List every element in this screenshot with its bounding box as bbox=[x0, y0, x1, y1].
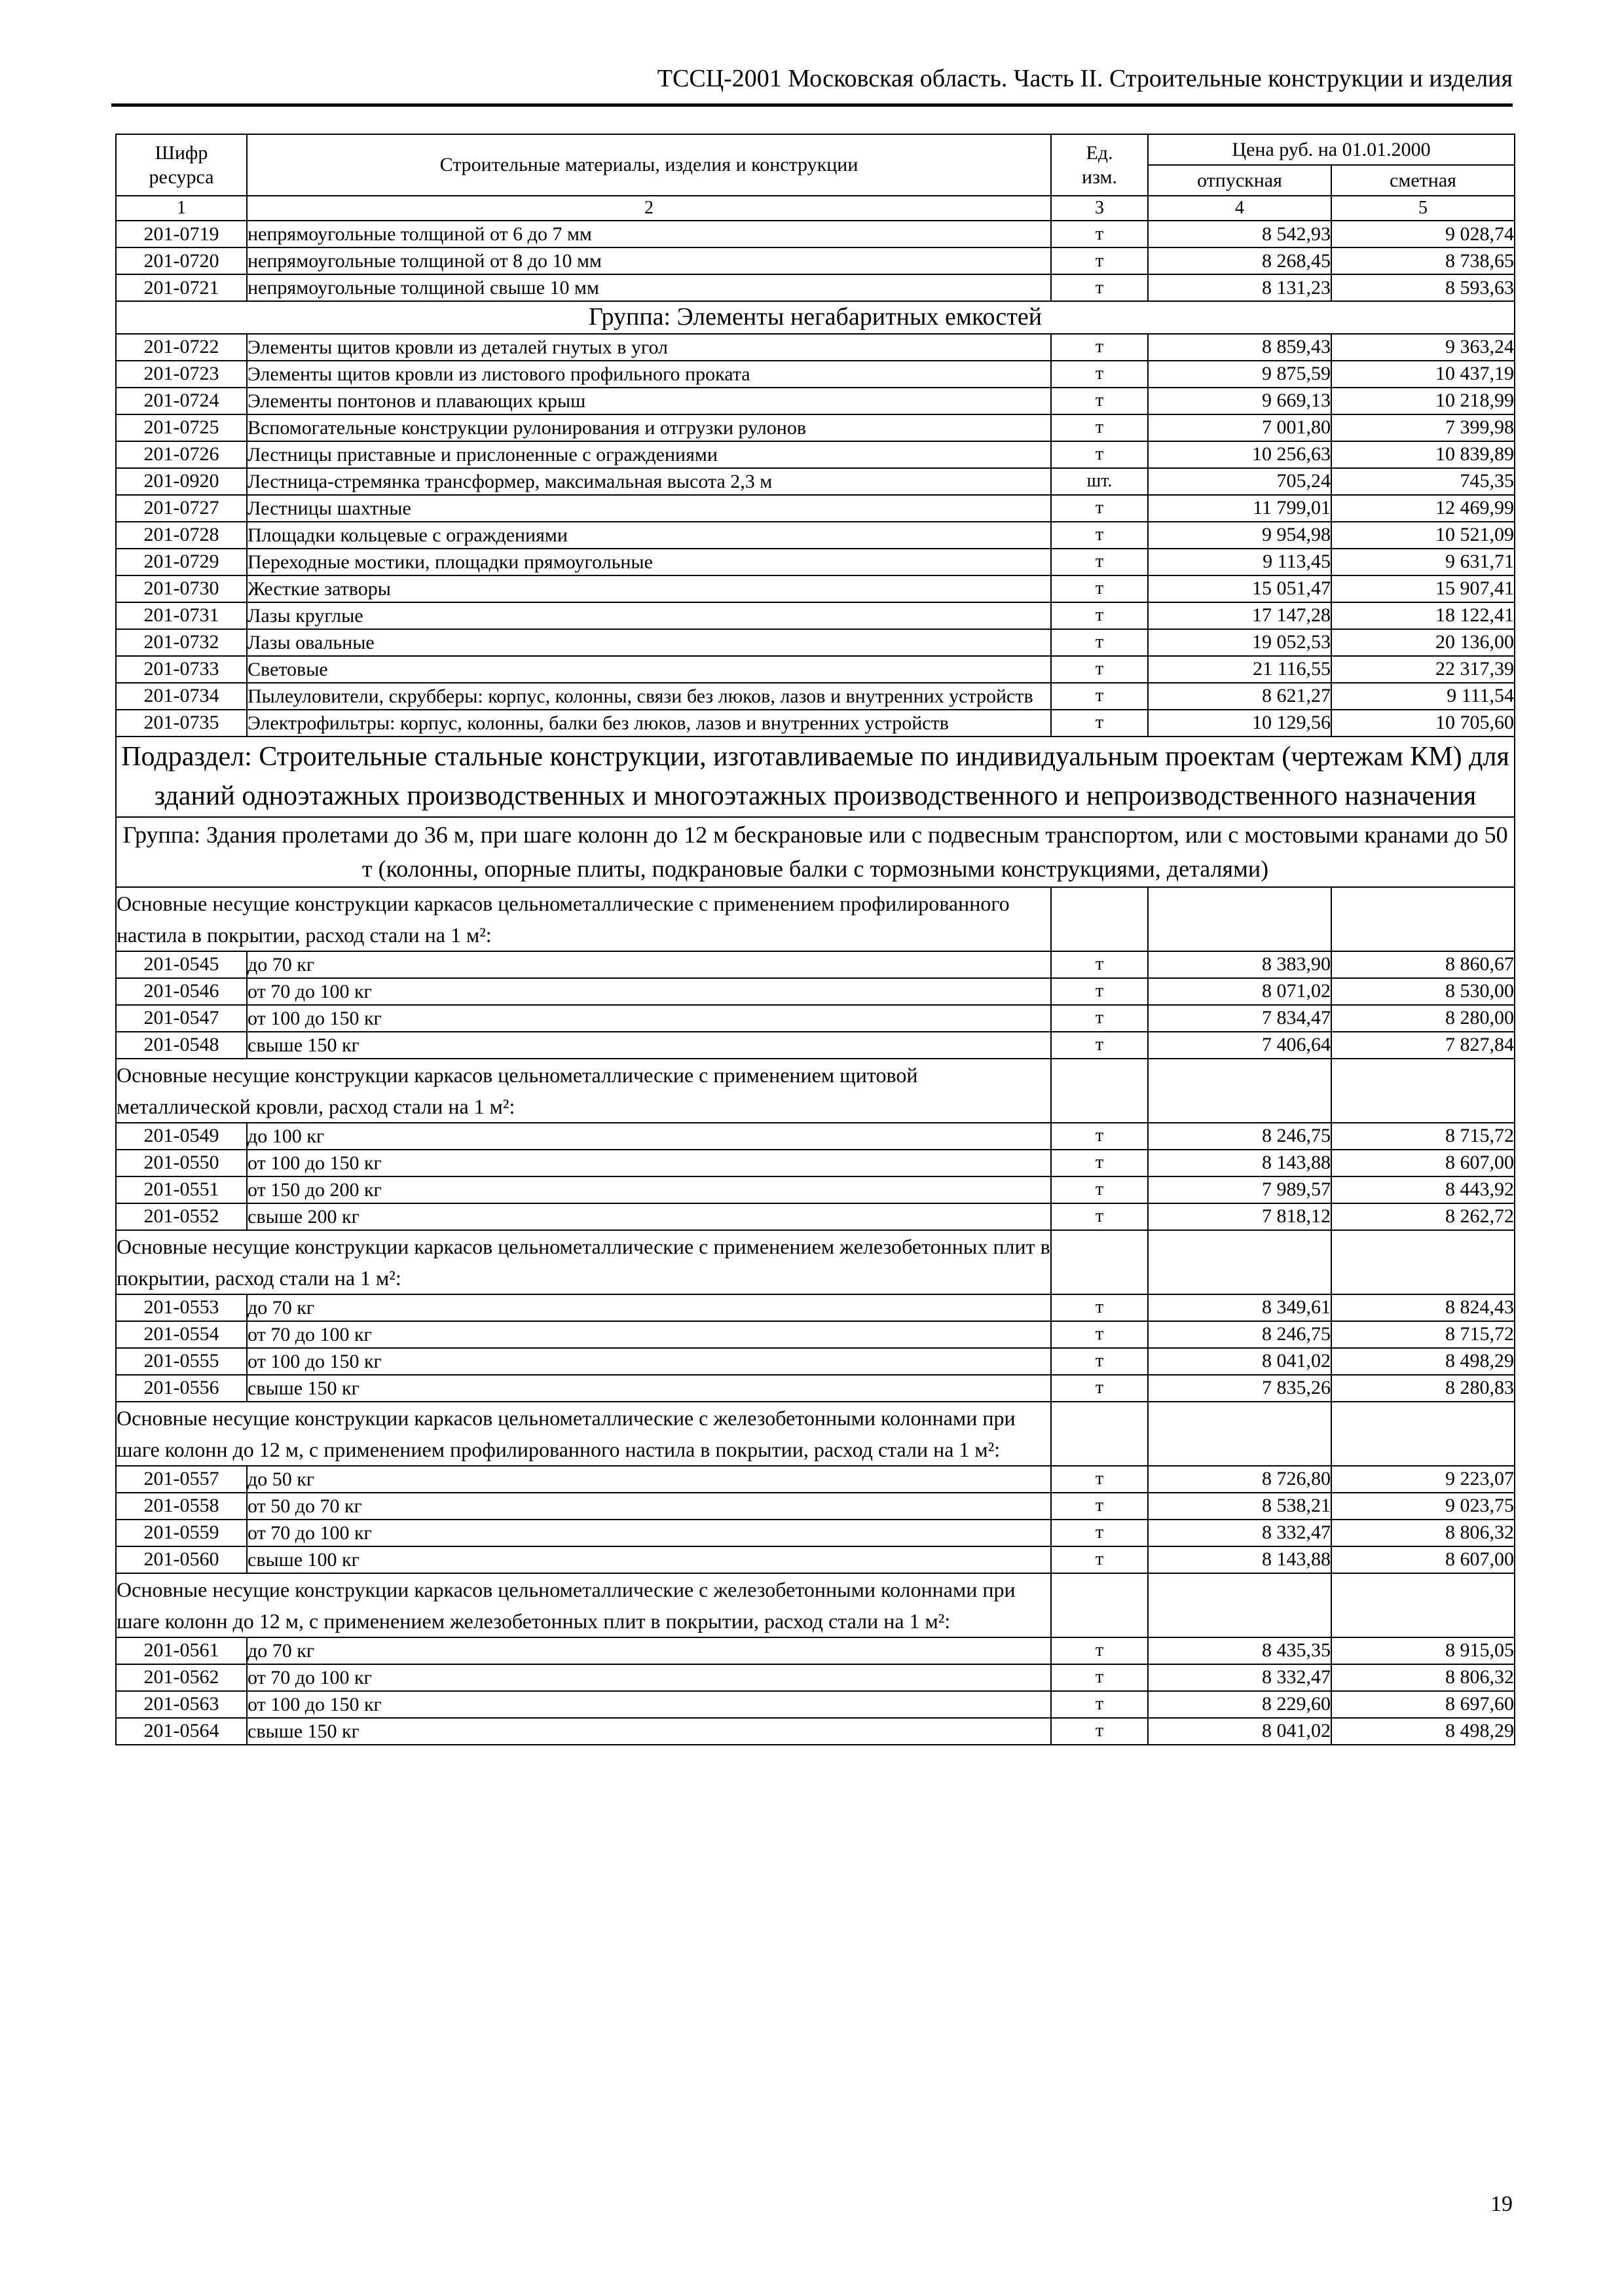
row-resource-code: 201-0728 bbox=[116, 522, 247, 549]
row-price-estimate: 12 469,99 bbox=[1331, 495, 1515, 522]
row-resource-code: 201-0730 bbox=[116, 575, 247, 602]
row-material-name: от 100 до 150 кг bbox=[247, 1005, 1051, 1032]
row-price-estimate: 8 697,60 bbox=[1331, 1691, 1515, 1718]
row-price-sale: 8 131,23 bbox=[1148, 274, 1331, 301]
row-resource-code: 201-0561 bbox=[116, 1637, 247, 1664]
table-row bbox=[116, 1294, 1515, 1321]
row-material-name: Элементы понтонов и плавающих крыш bbox=[247, 388, 1051, 414]
table-row bbox=[116, 629, 1515, 656]
row-unit: т bbox=[1051, 951, 1148, 978]
empty-cell bbox=[1331, 1230, 1515, 1294]
table-row bbox=[116, 1123, 1515, 1150]
row-price-estimate: 8 824,43 bbox=[1331, 1294, 1515, 1321]
row-material-name: от 70 до 100 кг bbox=[247, 1520, 1051, 1546]
row-unit: т bbox=[1051, 274, 1148, 301]
table-row bbox=[116, 575, 1515, 602]
table-row bbox=[116, 978, 1515, 1005]
row-price-estimate: 8 715,72 bbox=[1331, 1123, 1515, 1150]
row-resource-code: 201-0729 bbox=[116, 549, 247, 575]
row-unit: т bbox=[1051, 1032, 1148, 1059]
row-material-name: до 50 кг bbox=[247, 1466, 1051, 1493]
table-row bbox=[116, 1005, 1515, 1032]
table-row bbox=[116, 1176, 1515, 1203]
row-unit: т bbox=[1051, 683, 1148, 710]
row-material-name: свыше 150 кг bbox=[247, 1718, 1051, 1745]
row-unit: т bbox=[1051, 1005, 1148, 1032]
empty-cell bbox=[1051, 1230, 1148, 1294]
row-price-sale: 8 246,75 bbox=[1148, 1321, 1331, 1348]
row-price-sale: 8 621,27 bbox=[1148, 683, 1331, 710]
row-resource-code: 201-0734 bbox=[116, 683, 247, 710]
column-number-2: 2 bbox=[247, 196, 1051, 221]
row-unit: т bbox=[1051, 1691, 1148, 1718]
row-resource-code: 201-0551 bbox=[116, 1176, 247, 1203]
table-row bbox=[116, 1520, 1515, 1546]
column-header-code-line2: ресурса bbox=[149, 166, 214, 188]
table-row bbox=[116, 549, 1515, 575]
row-price-sale: 8 143,88 bbox=[1148, 1546, 1331, 1573]
row-price-sale: 8 726,80 bbox=[1148, 1466, 1331, 1493]
row-price-sale: 8 246,75 bbox=[1148, 1123, 1331, 1150]
row-unit: т bbox=[1051, 522, 1148, 549]
row-unit: т bbox=[1051, 414, 1148, 441]
row-price-estimate: 8 280,83 bbox=[1331, 1375, 1515, 1402]
row-unit: т bbox=[1051, 1176, 1148, 1203]
column-header-unit-line2: изм. bbox=[1082, 166, 1117, 188]
row-price-sale: 15 051,47 bbox=[1148, 575, 1331, 602]
header-rule bbox=[111, 103, 1513, 107]
table-row bbox=[116, 1664, 1515, 1691]
row-material-name: свыше 100 кг bbox=[247, 1546, 1051, 1573]
row-resource-code: 201-0724 bbox=[116, 388, 247, 414]
row-price-estimate: 9 363,24 bbox=[1331, 334, 1515, 361]
column-header-price-estimate: сметная bbox=[1331, 165, 1515, 196]
row-price-estimate: 8 738,65 bbox=[1331, 247, 1515, 274]
row-price-estimate: 9 223,07 bbox=[1331, 1466, 1515, 1493]
row-resource-code: 201-0732 bbox=[116, 629, 247, 656]
row-price-estimate: 20 136,00 bbox=[1331, 629, 1515, 656]
row-resource-code: 201-0562 bbox=[116, 1664, 247, 1691]
row-material-name: до 70 кг bbox=[247, 1637, 1051, 1664]
row-price-sale: 8 332,47 bbox=[1148, 1520, 1331, 1546]
group-heading: Группа: Здания пролетами до 36 м, при шаге колонн до 12 м бескрановые или с подвесным транспортом, или с мостовыми кранами до 50 т (колонны, опорные плиты, подкрановые балки с тормозными конструкциями, деталями) bbox=[116, 817, 1515, 886]
empty-cell bbox=[1148, 1573, 1331, 1637]
row-price-estimate: 10 521,09 bbox=[1331, 522, 1515, 549]
row-material-name: Электрофильтры: корпус, колонны, балки без люков, лазов и внутренних устройств bbox=[247, 710, 1051, 737]
table-row bbox=[116, 522, 1515, 549]
row-unit: т bbox=[1051, 1348, 1148, 1375]
row-price-sale: 11 799,01 bbox=[1148, 495, 1331, 522]
empty-cell bbox=[1051, 887, 1148, 951]
empty-cell bbox=[1051, 1402, 1148, 1466]
row-material-name: до 70 кг bbox=[247, 951, 1051, 978]
table-header-row bbox=[116, 134, 1515, 165]
row-price-sale: 8 229,60 bbox=[1148, 1691, 1331, 1718]
row-unit: т bbox=[1051, 1664, 1148, 1691]
row-price-estimate: 18 122,41 bbox=[1331, 602, 1515, 629]
row-resource-code: 201-0546 bbox=[116, 978, 247, 1005]
description-heading: Основные несущие конструкции каркасов цельнометаллические с применением щитовой металлической кровли, расход стали на 1 м²: bbox=[116, 1059, 1051, 1123]
row-price-sale: 10 256,63 bbox=[1148, 441, 1331, 468]
row-resource-code: 201-0563 bbox=[116, 1691, 247, 1718]
row-material-name: от 150 до 200 кг bbox=[247, 1176, 1051, 1203]
row-price-sale: 8 542,93 bbox=[1148, 221, 1331, 247]
subsection-heading: Подраздел: Строительные стальные конструкции, изготавливаемые по индивидуальным проектам (чертежам КМ) для зданий одноэтажных производственных и многоэтажных производственного и непроизводственного назначения bbox=[116, 737, 1515, 818]
table-row bbox=[116, 710, 1515, 737]
row-resource-code: 201-0556 bbox=[116, 1375, 247, 1402]
row-price-sale: 9 669,13 bbox=[1148, 388, 1331, 414]
row-price-estimate: 8 806,32 bbox=[1331, 1664, 1515, 1691]
column-number-row bbox=[116, 196, 1515, 221]
row-unit: т bbox=[1051, 334, 1148, 361]
description-heading-row bbox=[116, 1402, 1515, 1466]
row-price-sale: 7 989,57 bbox=[1148, 1176, 1331, 1203]
price-table-wrapper bbox=[115, 134, 1514, 1745]
row-unit: т bbox=[1051, 1546, 1148, 1573]
column-number-3: 3 bbox=[1051, 196, 1148, 221]
row-material-name: Лестница-стремянка трансформер, максимальная высота 2,3 м bbox=[247, 468, 1051, 495]
row-resource-code: 201-0726 bbox=[116, 441, 247, 468]
table-row bbox=[116, 1032, 1515, 1059]
row-price-sale: 17 147,28 bbox=[1148, 602, 1331, 629]
row-unit: т bbox=[1051, 1321, 1148, 1348]
row-price-estimate: 8 530,00 bbox=[1331, 978, 1515, 1005]
row-unit: т bbox=[1051, 1493, 1148, 1520]
table-row bbox=[116, 1493, 1515, 1520]
table-row bbox=[116, 1348, 1515, 1375]
row-resource-code: 201-0720 bbox=[116, 247, 247, 274]
column-header-name: Строительные материалы, изделия и конструкции bbox=[247, 134, 1051, 196]
row-material-name: Жесткие затворы bbox=[247, 575, 1051, 602]
row-price-sale: 8 349,61 bbox=[1148, 1294, 1331, 1321]
column-number-1: 1 bbox=[116, 196, 247, 221]
row-price-estimate: 8 860,67 bbox=[1331, 951, 1515, 978]
description-heading-row bbox=[116, 1230, 1515, 1294]
row-material-name: Элементы щитов кровли из деталей гнутых в угол bbox=[247, 334, 1051, 361]
row-resource-code: 201-0722 bbox=[116, 334, 247, 361]
row-resource-code: 201-0549 bbox=[116, 1123, 247, 1150]
row-price-estimate: 15 907,41 bbox=[1331, 575, 1515, 602]
row-material-name: от 100 до 150 кг bbox=[247, 1691, 1051, 1718]
row-material-name: свыше 150 кг bbox=[247, 1032, 1051, 1059]
row-resource-code: 201-0733 bbox=[116, 656, 247, 683]
row-price-estimate: 7 827,84 bbox=[1331, 1032, 1515, 1059]
row-unit: т bbox=[1051, 1637, 1148, 1664]
group-heading-row bbox=[116, 301, 1515, 334]
row-price-sale: 705,24 bbox=[1148, 468, 1331, 495]
row-unit: т bbox=[1051, 1520, 1148, 1546]
row-resource-code: 201-0560 bbox=[116, 1546, 247, 1573]
empty-cell bbox=[1148, 887, 1331, 951]
table-row bbox=[116, 951, 1515, 978]
row-material-name: свыше 200 кг bbox=[247, 1203, 1051, 1230]
row-price-sale: 8 268,45 bbox=[1148, 247, 1331, 274]
row-unit: т bbox=[1051, 1294, 1148, 1321]
row-material-name: от 70 до 100 кг bbox=[247, 1664, 1051, 1691]
table-row bbox=[116, 1466, 1515, 1493]
row-price-sale: 7 001,80 bbox=[1148, 414, 1331, 441]
row-price-estimate: 10 218,99 bbox=[1331, 388, 1515, 414]
row-material-name: непрямоугольные толщиной от 6 до 7 мм bbox=[247, 221, 1051, 247]
row-unit: т bbox=[1051, 549, 1148, 575]
empty-cell bbox=[1331, 1573, 1515, 1637]
empty-cell bbox=[1331, 1059, 1515, 1123]
row-resource-code: 201-0557 bbox=[116, 1466, 247, 1493]
row-price-estimate: 7 399,98 bbox=[1331, 414, 1515, 441]
row-resource-code: 201-0920 bbox=[116, 468, 247, 495]
table-row bbox=[116, 1375, 1515, 1402]
row-price-estimate: 9 111,54 bbox=[1331, 683, 1515, 710]
description-heading-row bbox=[116, 1059, 1515, 1123]
description-heading: Основные несущие конструкции каркасов цельнометаллические с железобетонными колоннами при шаге колонн до 12 м, с применением профилированного настила в покрытии, расход стали на 1 м²: bbox=[116, 1402, 1051, 1466]
empty-cell bbox=[1051, 1059, 1148, 1123]
row-material-name: Переходные мостики, площадки прямоугольные bbox=[247, 549, 1051, 575]
row-price-estimate: 8 262,72 bbox=[1331, 1203, 1515, 1230]
column-header-price-sale: отпускная bbox=[1148, 165, 1331, 196]
row-price-estimate: 745,35 bbox=[1331, 468, 1515, 495]
row-resource-code: 201-0719 bbox=[116, 221, 247, 247]
table-row bbox=[116, 1203, 1515, 1230]
row-price-sale: 8 435,35 bbox=[1148, 1637, 1331, 1664]
row-resource-code: 201-0559 bbox=[116, 1520, 247, 1546]
empty-cell bbox=[1051, 1573, 1148, 1637]
row-material-name: до 100 кг bbox=[247, 1123, 1051, 1150]
row-unit: т bbox=[1051, 575, 1148, 602]
row-price-estimate: 10 839,89 bbox=[1331, 441, 1515, 468]
table-row bbox=[116, 495, 1515, 522]
row-resource-code: 201-0547 bbox=[116, 1005, 247, 1032]
row-material-name: Световые bbox=[247, 656, 1051, 683]
column-header-code-line1: Шифр bbox=[155, 141, 208, 164]
group-heading: Группа: Элементы негабаритных емкостей bbox=[116, 301, 1515, 334]
page-number: 19 bbox=[1490, 2192, 1513, 2216]
running-header: ТССЦ-2001 Московская область. Часть II. Строительные конструкции и изделия bbox=[657, 65, 1513, 92]
row-unit: т bbox=[1051, 361, 1148, 388]
table-row bbox=[116, 602, 1515, 629]
empty-cell bbox=[1331, 1402, 1515, 1466]
table-row bbox=[116, 1637, 1515, 1664]
row-material-name: Площадки кольцевые с ограждениями bbox=[247, 522, 1051, 549]
row-material-name: от 50 до 70 кг bbox=[247, 1493, 1051, 1520]
row-material-name: Лазы круглые bbox=[247, 602, 1051, 629]
table-row bbox=[116, 414, 1515, 441]
table-row bbox=[116, 334, 1515, 361]
column-number-4: 4 bbox=[1148, 196, 1331, 221]
column-number-5: 5 bbox=[1331, 196, 1515, 221]
empty-cell bbox=[1331, 887, 1515, 951]
row-resource-code: 201-0735 bbox=[116, 710, 247, 737]
row-price-sale: 9 875,59 bbox=[1148, 361, 1331, 388]
row-resource-code: 201-0558 bbox=[116, 1493, 247, 1520]
row-price-estimate: 10 437,19 bbox=[1331, 361, 1515, 388]
row-material-name: от 70 до 100 кг bbox=[247, 1321, 1051, 1348]
row-material-name: до 70 кг bbox=[247, 1294, 1051, 1321]
column-header-code bbox=[116, 134, 247, 196]
row-price-sale: 19 052,53 bbox=[1148, 629, 1331, 656]
row-price-estimate: 8 806,32 bbox=[1331, 1520, 1515, 1546]
row-unit: т bbox=[1051, 602, 1148, 629]
row-unit: шт. bbox=[1051, 468, 1148, 495]
group-heading-row bbox=[116, 817, 1515, 886]
row-material-name: Лестницы приставные и прислоненные с ограждениями bbox=[247, 441, 1051, 468]
price-table bbox=[115, 134, 1515, 1745]
row-price-sale: 8 041,02 bbox=[1148, 1348, 1331, 1375]
table-row bbox=[116, 247, 1515, 274]
row-resource-code: 201-0550 bbox=[116, 1150, 247, 1176]
row-resource-code: 201-0725 bbox=[116, 414, 247, 441]
row-unit: т bbox=[1051, 1203, 1148, 1230]
table-row bbox=[116, 274, 1515, 301]
row-unit: т bbox=[1051, 495, 1148, 522]
row-material-name: Лазы овальные bbox=[247, 629, 1051, 656]
row-material-name: от 100 до 150 кг bbox=[247, 1150, 1051, 1176]
row-resource-code: 201-0548 bbox=[116, 1032, 247, 1059]
row-resource-code: 201-0727 bbox=[116, 495, 247, 522]
row-unit: т bbox=[1051, 629, 1148, 656]
description-heading: Основные несущие конструкции каркасов цельнометаллические с железобетонными колоннами при шаге колонн до 12 м, с применением железобетонных плит в покрытии, расход стали на 1 м²: bbox=[116, 1573, 1051, 1637]
table-row bbox=[116, 221, 1515, 247]
row-price-sale: 8 143,88 bbox=[1148, 1150, 1331, 1176]
empty-cell bbox=[1148, 1059, 1331, 1123]
table-body bbox=[116, 221, 1515, 1745]
row-unit: т bbox=[1051, 247, 1148, 274]
row-material-name: Вспомогательные конструкции рулонирования и отгрузки рулонов bbox=[247, 414, 1051, 441]
row-unit: т bbox=[1051, 1123, 1148, 1150]
row-price-estimate: 9 631,71 bbox=[1331, 549, 1515, 575]
row-price-sale: 8 332,47 bbox=[1148, 1664, 1331, 1691]
row-price-estimate: 8 498,29 bbox=[1331, 1348, 1515, 1375]
row-price-estimate: 8 443,92 bbox=[1331, 1176, 1515, 1203]
row-price-sale: 7 834,47 bbox=[1148, 1005, 1331, 1032]
row-price-sale: 8 383,90 bbox=[1148, 951, 1331, 978]
row-resource-code: 201-0555 bbox=[116, 1348, 247, 1375]
row-resource-code: 201-0731 bbox=[116, 602, 247, 629]
row-price-sale: 9 954,98 bbox=[1148, 522, 1331, 549]
row-price-estimate: 8 915,05 bbox=[1331, 1637, 1515, 1664]
row-price-estimate: 8 593,63 bbox=[1331, 274, 1515, 301]
row-material-name: от 70 до 100 кг bbox=[247, 978, 1051, 1005]
row-resource-code: 201-0545 bbox=[116, 951, 247, 978]
row-price-estimate: 8 607,00 bbox=[1331, 1546, 1515, 1573]
table-row bbox=[116, 656, 1515, 683]
row-price-sale: 7 406,64 bbox=[1148, 1032, 1331, 1059]
row-unit: т bbox=[1051, 710, 1148, 737]
column-header-unit bbox=[1051, 134, 1148, 196]
row-resource-code: 201-0553 bbox=[116, 1294, 247, 1321]
row-unit: т bbox=[1051, 441, 1148, 468]
table-row bbox=[116, 1546, 1515, 1573]
row-material-name: Пылеуловители, скрубберы: корпус, колонны, связи без люков, лазов и внутренних устройств bbox=[247, 683, 1051, 710]
row-price-sale: 8 859,43 bbox=[1148, 334, 1331, 361]
description-heading: Основные несущие конструкции каркасов цельнометаллические с применением железобетонных плит в покрытии, расход стали на 1 м²: bbox=[116, 1230, 1051, 1294]
row-price-estimate: 9 023,75 bbox=[1331, 1493, 1515, 1520]
table-row bbox=[116, 388, 1515, 414]
description-heading: Основные несущие конструкции каркасов цельнометаллические с применением профилированного настила в покрытии, расход стали на 1 м²: bbox=[116, 887, 1051, 951]
row-price-estimate: 8 715,72 bbox=[1331, 1321, 1515, 1348]
table-row bbox=[116, 683, 1515, 710]
row-resource-code: 201-0721 bbox=[116, 274, 247, 301]
row-resource-code: 201-0552 bbox=[116, 1203, 247, 1230]
table-row bbox=[116, 1691, 1515, 1718]
table-row bbox=[116, 361, 1515, 388]
row-price-sale: 8 041,02 bbox=[1148, 1718, 1331, 1745]
row-price-estimate: 10 705,60 bbox=[1331, 710, 1515, 737]
row-material-name: от 100 до 150 кг bbox=[247, 1348, 1051, 1375]
row-price-estimate: 8 498,29 bbox=[1331, 1718, 1515, 1745]
table-row bbox=[116, 1718, 1515, 1745]
empty-cell bbox=[1148, 1230, 1331, 1294]
row-unit: т bbox=[1051, 1150, 1148, 1176]
table-head bbox=[116, 134, 1515, 221]
row-price-estimate: 8 607,00 bbox=[1331, 1150, 1515, 1176]
table-row bbox=[116, 441, 1515, 468]
row-material-name: непрямоугольные толщиной свыше 10 мм bbox=[247, 274, 1051, 301]
row-price-estimate: 9 028,74 bbox=[1331, 221, 1515, 247]
row-unit: т bbox=[1051, 221, 1148, 247]
row-unit: т bbox=[1051, 1466, 1148, 1493]
column-header-price-group: Цена руб. на 01.01.2000 bbox=[1148, 134, 1515, 165]
description-heading-row bbox=[116, 887, 1515, 951]
empty-cell bbox=[1148, 1402, 1331, 1466]
row-price-sale: 8 538,21 bbox=[1148, 1493, 1331, 1520]
table-row bbox=[116, 468, 1515, 495]
row-price-sale: 9 113,45 bbox=[1148, 549, 1331, 575]
table-row bbox=[116, 1150, 1515, 1176]
row-material-name: Лестницы шахтные bbox=[247, 495, 1051, 522]
row-material-name: Элементы щитов кровли из листового профильного проката bbox=[247, 361, 1051, 388]
column-header-unit-line1: Ед. bbox=[1086, 141, 1113, 164]
row-unit: т bbox=[1051, 1375, 1148, 1402]
row-material-name: свыше 150 кг bbox=[247, 1375, 1051, 1402]
row-price-sale: 7 818,12 bbox=[1148, 1203, 1331, 1230]
description-heading-row bbox=[116, 1573, 1515, 1637]
row-material-name: непрямоугольные толщиной от 8 до 10 мм bbox=[247, 247, 1051, 274]
row-unit: т bbox=[1051, 656, 1148, 683]
row-resource-code: 201-0554 bbox=[116, 1321, 247, 1348]
row-price-sale: 8 071,02 bbox=[1148, 978, 1331, 1005]
row-price-sale: 7 835,26 bbox=[1148, 1375, 1331, 1402]
row-resource-code: 201-0564 bbox=[116, 1718, 247, 1745]
row-unit: т bbox=[1051, 978, 1148, 1005]
row-resource-code: 201-0723 bbox=[116, 361, 247, 388]
row-unit: т bbox=[1051, 388, 1148, 414]
row-price-estimate: 22 317,39 bbox=[1331, 656, 1515, 683]
subsection-heading-row bbox=[116, 737, 1515, 818]
row-price-sale: 21 116,55 bbox=[1148, 656, 1331, 683]
row-price-sale: 10 129,56 bbox=[1148, 710, 1331, 737]
table-row bbox=[116, 1321, 1515, 1348]
row-price-estimate: 8 280,00 bbox=[1331, 1005, 1515, 1032]
row-unit: т bbox=[1051, 1718, 1148, 1745]
